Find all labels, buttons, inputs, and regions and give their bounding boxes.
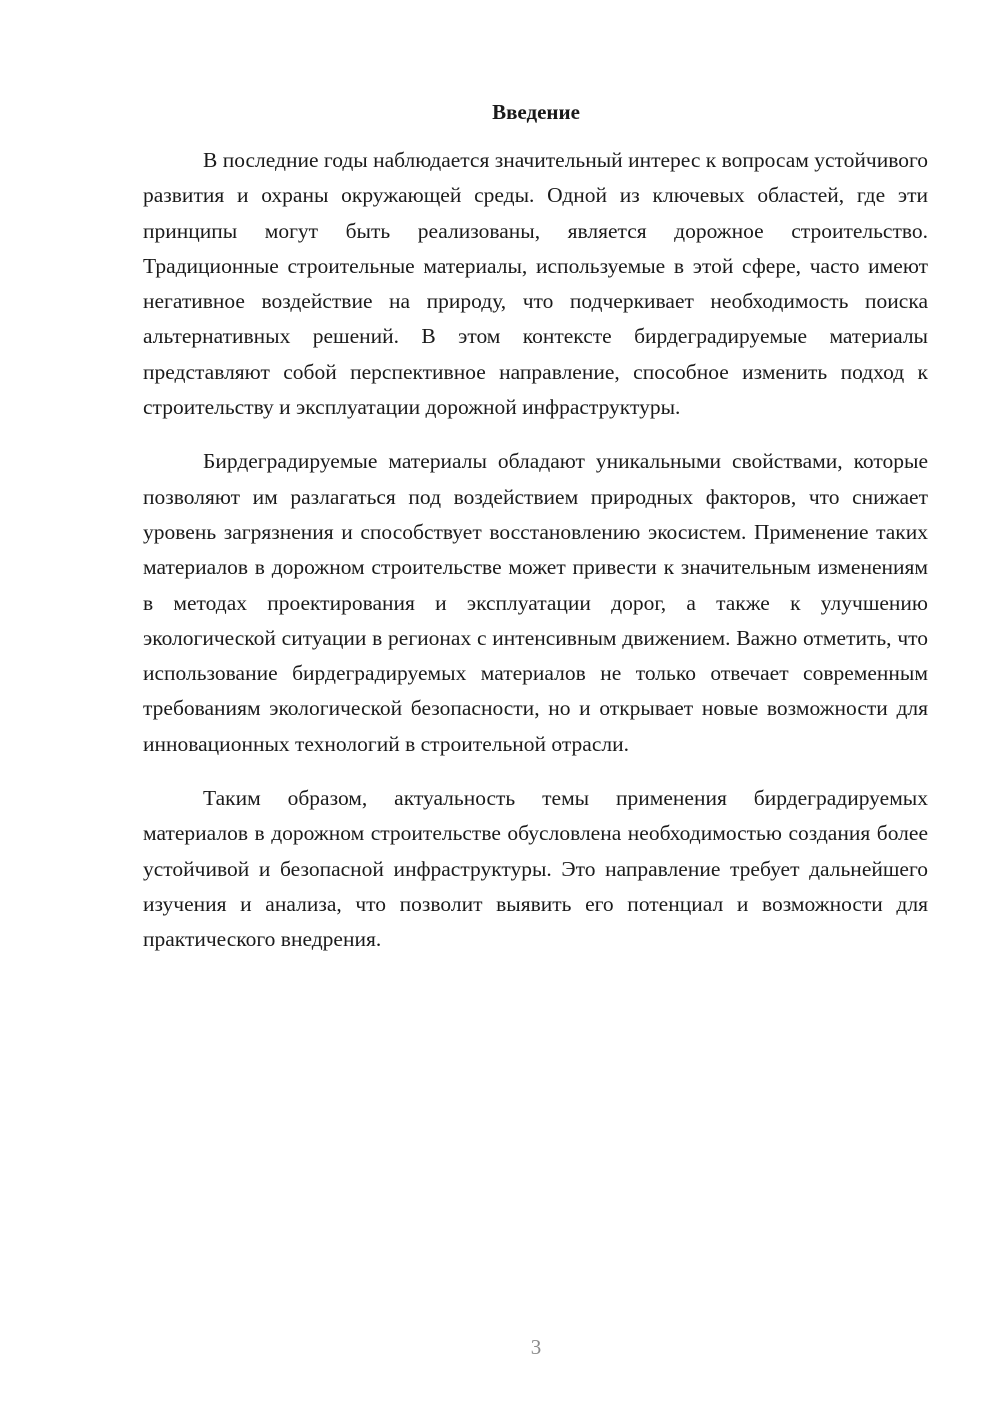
body-text (143, 143, 928, 977)
section-title: Введение (492, 100, 580, 124)
paragraph-2: Бирдеградируемые материалы обладают уникальными свойствами, которые позволяют им разлагаться под воздействием природных факторов, что снижает уровень загрязнения и способствует восстановлению экосистем. Применение таких материалов в дорожном строительстве может привести к значительным изменениям в методах проектирования и эксплуатации дорог, а также к улучшению экологической ситуации в регионах с интенсивным движением. Важно отметить, что использование бирдеградируемых материалов не только отвечает современным требованиям экологической безопасности, но и открывает новые возможности для инновационных технологий в строительной отрасли. (143, 449, 928, 756)
page-number: 3 (530, 1335, 542, 1359)
paragraph-1: В последние годы наблюдается значительный интерес к вопросам устойчивого развития и охраны окружающей среды. Одной из ключевых областей, где эти принципы могут быть реализованы, является дорожное строительство. Традиционные строительные материалы, используемые в этой сфере, часто имеют негативное воздействие на природу, что подчеркивает необходимость поиска альтернативных решений. В этом контексте бирдеградируемые материалы представляют собой перспективное направление, способное изменить подход к строительству и эксплуатации дорожной инфраструктуры. (143, 148, 928, 420)
paragraph-3: Таким образом, актуальность темы применения бирдеградируемых материалов в дорожном строительстве обусловлена необходимостью создания более устойчивой и безопасной инфраструктуры. Это направление требует дальнейшего изучения и анализа, что позволит выявить его потенциал и возможности для практического внедрения. (143, 786, 928, 952)
